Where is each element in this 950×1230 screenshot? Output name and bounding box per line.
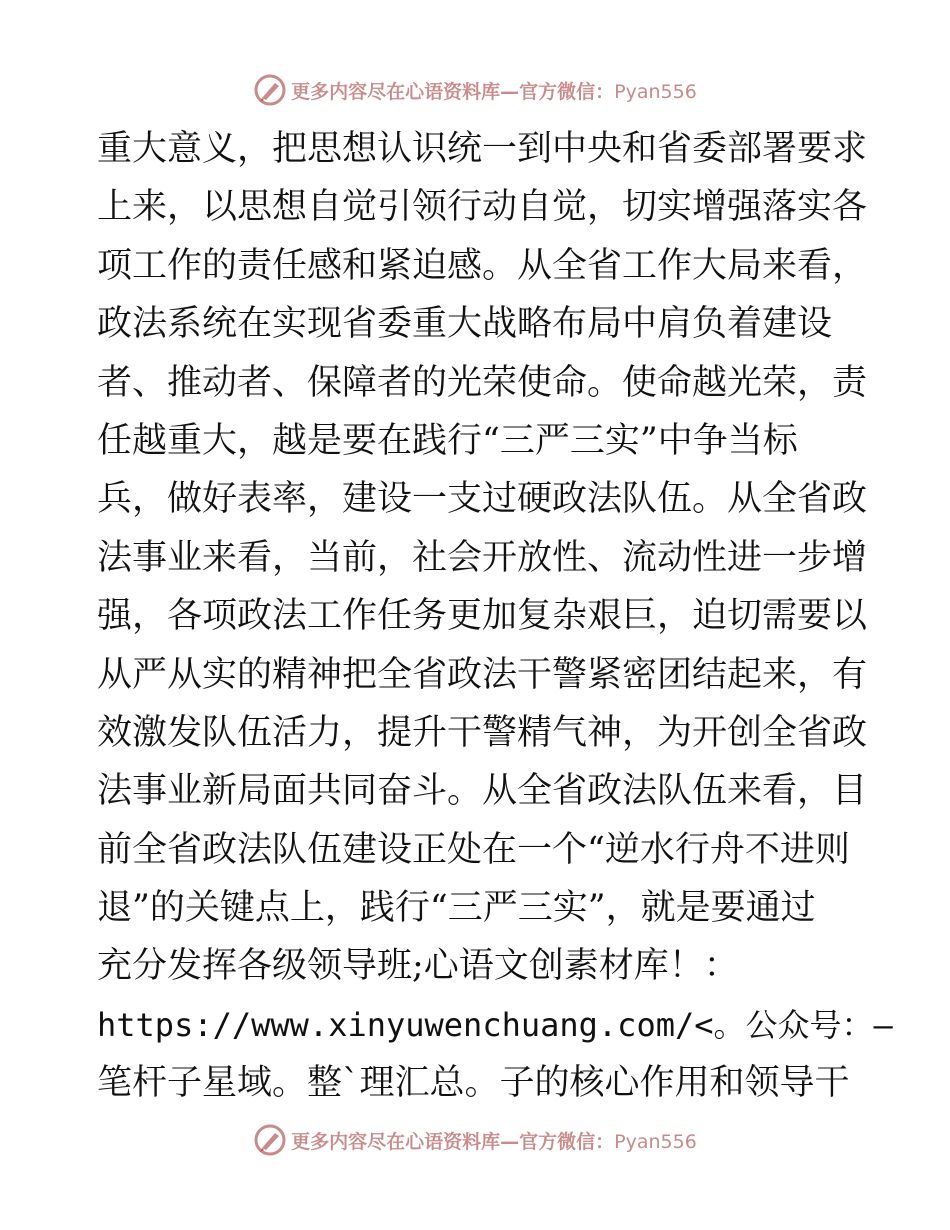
text-line: 从严从实的精神把全省政法干警紧密团结起来，有 bbox=[97, 654, 868, 695]
pen-seal-logo-icon bbox=[253, 73, 287, 107]
header-banner-text: 更多内容尽在心语资料库—官方微信：Pyan556 bbox=[291, 80, 697, 103]
text-line-url: https://www.xinyuwenchuang.com/<。公众号：— bbox=[97, 1005, 893, 1044]
text-line: 笔杆子星域。整ˋ理汇总。子的核心作用和领导干 bbox=[97, 1063, 850, 1104]
footer-watermark-banner bbox=[0, 1120, 950, 1160]
text-line: 政法系统在实现省委重大战略布局中肩负着建设 bbox=[97, 304, 833, 345]
text-line: 法事业来看，当前，社会开放性、流动性进一步增 bbox=[97, 537, 868, 578]
document-body bbox=[97, 120, 893, 1113]
text-line: 充分发挥各级领导班;心语文创素材库！： bbox=[97, 946, 739, 987]
text-line: 兵，做好表率，建设一支过硬政法队伍。从全省政 bbox=[97, 479, 868, 520]
text-line: 者、推动者、保障者的光荣使命。使命越光荣，责 bbox=[97, 362, 868, 403]
text-line: 前全省政法队伍建设正处在一个“逆水行舟不进则 bbox=[97, 829, 850, 870]
text-line: 法事业新局面共同奋斗。从全省政法队伍来看，目 bbox=[97, 771, 868, 812]
text-line: 上来，以思想自觉引领行动自觉，切实增强落实各 bbox=[97, 187, 868, 228]
header-watermark-banner bbox=[0, 70, 950, 110]
text-line: 重大意义，把思想认识统一到中央和省委部署要求 bbox=[97, 129, 868, 169]
text-line: 退”的关键点上，践行“三严三实”，就是要通过 bbox=[97, 888, 816, 929]
text-line: 项工作的责任感和紧迫感。从全省工作大局来看， bbox=[97, 245, 868, 286]
footer-banner-id: Pyan556 bbox=[614, 1130, 697, 1153]
header-banner-id: Pyan556 bbox=[614, 80, 697, 103]
text-line: 强，各项政法工作任务更加复杂艰巨，迫切需要以 bbox=[97, 596, 868, 637]
text-line: 效激发队伍活力，提升干警精气神，为开创全省政 bbox=[97, 712, 868, 753]
pen-seal-logo-icon bbox=[253, 1123, 287, 1157]
footer-banner-text: 更多内容尽在心语资料库—官方微信：Pyan556 bbox=[291, 1130, 697, 1153]
text-line: 任越重大，越是要在践行“三严三实”中争当标 bbox=[97, 420, 798, 461]
